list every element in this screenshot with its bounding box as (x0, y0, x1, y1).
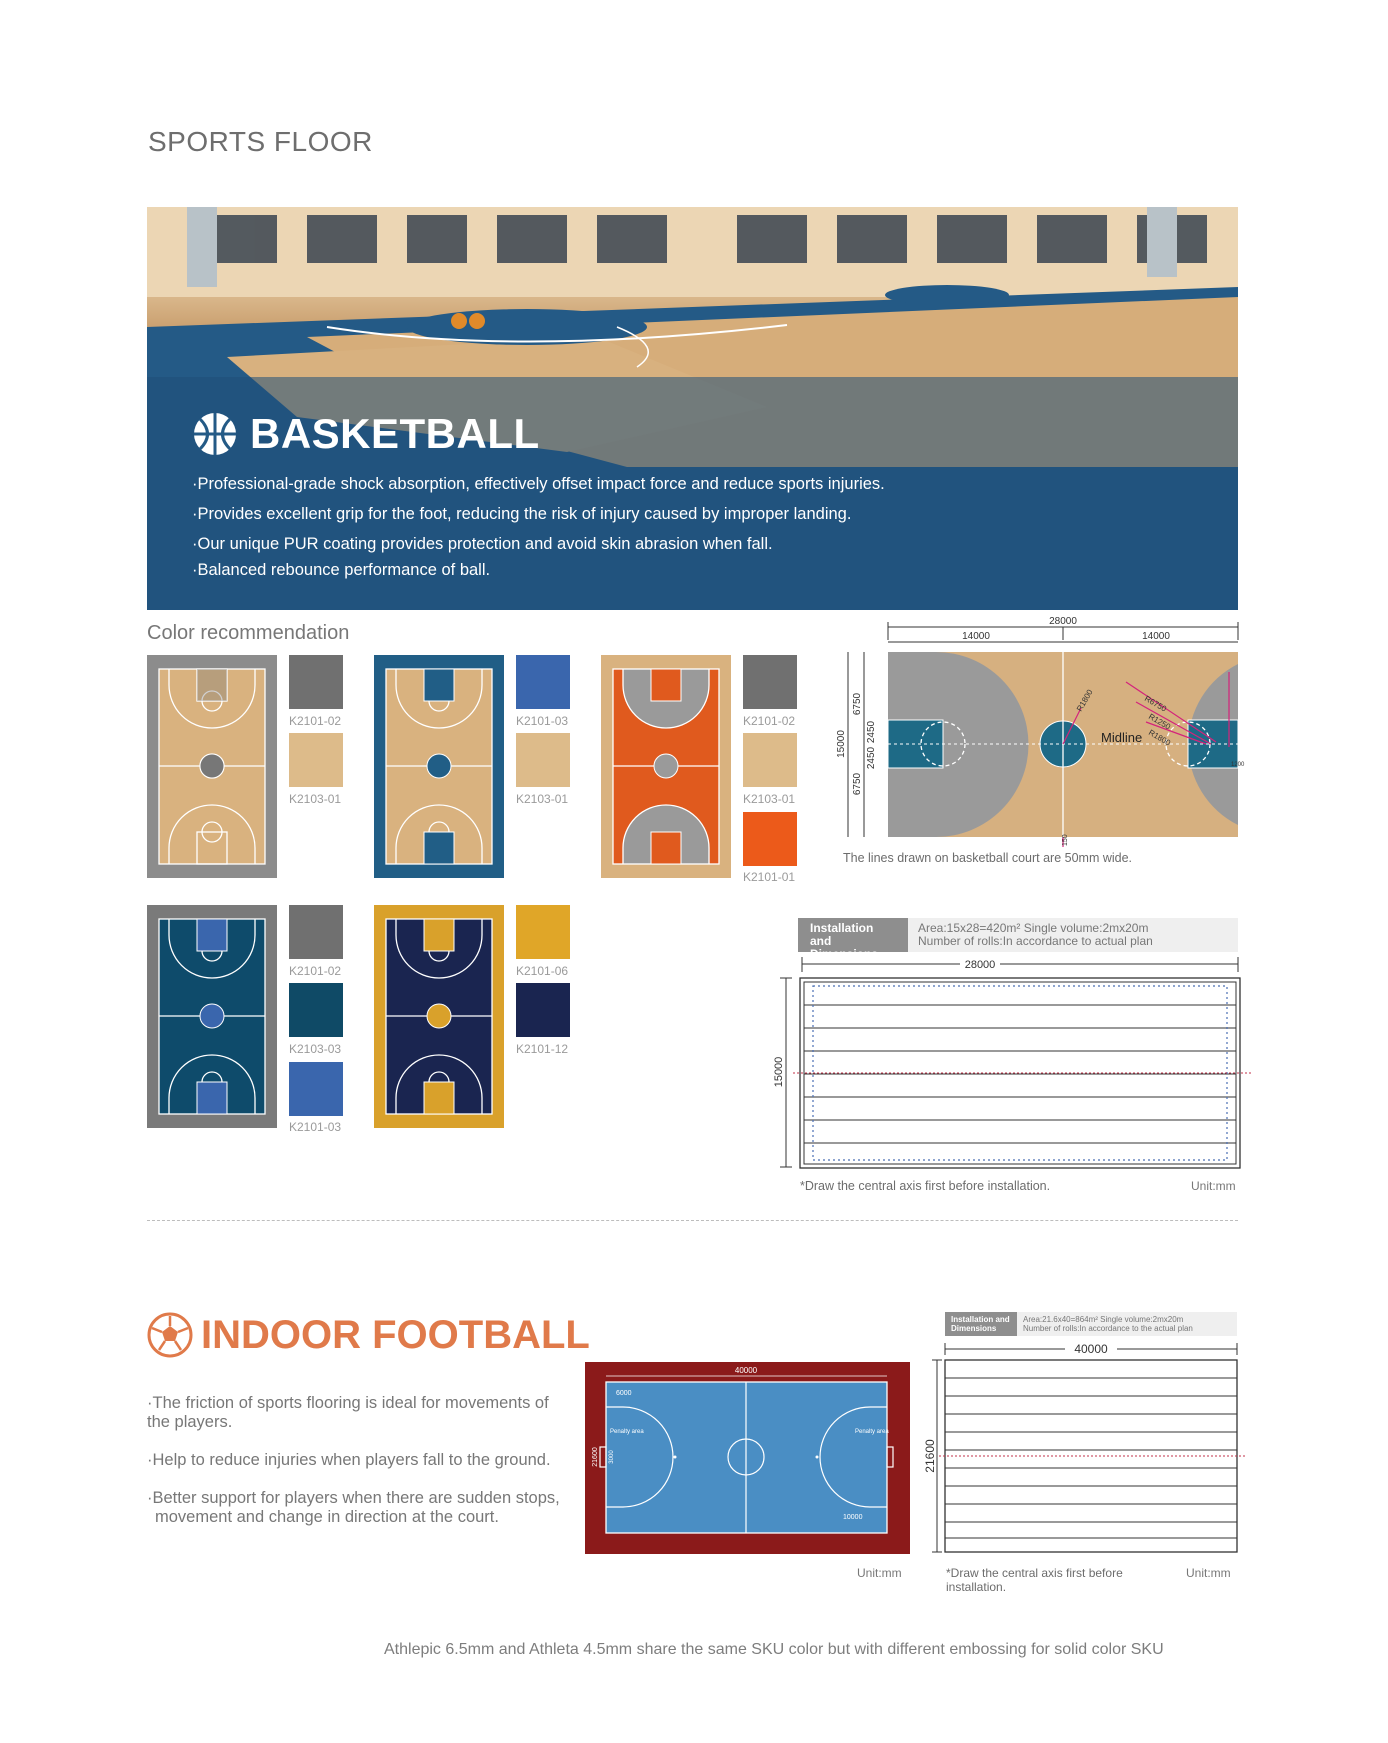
install-area: Area:15x28=420m² Single volume:2mx20m (918, 921, 1149, 935)
football-install-plan (925, 1340, 1250, 1555)
football-title-text: INDOOR FOOTBALL (201, 1312, 590, 1357)
swatch (289, 905, 343, 959)
install-label: Installation and Dimensions (798, 918, 908, 952)
dim-r6750: R6750 (1143, 693, 1168, 714)
basketball-icon (192, 411, 238, 457)
dim-2450-top: 2450 (866, 720, 877, 744)
swatch-code: K2101-02 (289, 714, 342, 728)
basketball-title-text: BASKETBALL (250, 410, 540, 457)
dim-r1250: R1250 (1147, 711, 1172, 732)
dim-width: 15000 (836, 730, 847, 758)
basketball-title (192, 410, 540, 458)
swatch-code: K2101-12 (516, 1042, 569, 1056)
dim-2450-bottom: 2450 (866, 746, 877, 770)
pitch-width: 21600 (592, 1447, 599, 1467)
court-scheme-orange (601, 655, 731, 878)
swatch (516, 733, 570, 787)
football-feature: ·Help to reduce injuries when players fall to the ground. (147, 1451, 551, 1469)
install-width: 21600 (923, 1439, 937, 1473)
basketball-feature: ·Our unique PUR coating provides protection and avoid skin abrasion when fall. (192, 535, 773, 553)
football-title (147, 1312, 590, 1358)
midline-label: Midline (1101, 730, 1143, 745)
pitch-10000: 10000 (843, 1514, 863, 1521)
dim-6750-bottom: 6750 (852, 772, 863, 796)
court-scheme-yellow-navy (374, 905, 504, 1128)
swatch (289, 655, 343, 709)
football-feature: movement and change in direction at the court. (155, 1508, 499, 1526)
swatch-code: K2101-02 (289, 964, 342, 978)
soccer-ball-icon (147, 1312, 193, 1358)
swatch-code: K2101-03 (516, 714, 569, 728)
swatch (743, 655, 797, 709)
dim-150: 150 (1062, 834, 1069, 846)
basketball-install-header (798, 918, 1238, 961)
football-feature-list (147, 1394, 572, 1546)
court-scheme-blue-wood (374, 655, 504, 878)
install-label: Installation and Dimensions (945, 1312, 1017, 1336)
basketball-hero-banner (147, 207, 1238, 610)
page-title: SPORTS FLOOR (148, 126, 373, 157)
swatch-code: K2101-02 (743, 714, 796, 728)
swatch-code: K2103-03 (289, 1042, 342, 1056)
dim-6750-top: 6750 (852, 692, 863, 716)
swatch (289, 983, 343, 1037)
dim-r1800b: R1800 (1147, 727, 1172, 748)
section-divider (147, 1220, 1238, 1221)
dim-1200: 1200 (1231, 762, 1245, 768)
basketball-feature: ·Professional-grade shock absorption, effectively offset impact force and reduce sports injuries. (192, 475, 885, 493)
install-spec (908, 918, 1238, 952)
swatch (743, 812, 797, 866)
football-pitch-diagram (585, 1362, 910, 1554)
dim-r1800: R1800 (1074, 688, 1095, 713)
sku-footnote: Athlepic 6.5mm and Athleta 4.5mm share the same SKU color but with different embossing for solid color SKU (384, 1641, 1164, 1658)
swatch (516, 905, 570, 959)
swatch (516, 983, 570, 1037)
basketball-feature: ·Provides excellent grip for the foot, reducing the risk of injury caused by improper landing. (192, 505, 852, 523)
swatch-code: K2101-06 (516, 964, 569, 978)
pitch-unit: Unit:mm (857, 1566, 902, 1580)
install-unit: Unit:mm (1186, 1566, 1231, 1580)
penalty-left: Penalty area (610, 1429, 644, 1435)
install-length: 28000 (964, 959, 996, 971)
swatch-code: K2101-01 (743, 870, 796, 884)
install-spec (1017, 1312, 1237, 1336)
dim-total: 28000 (1049, 616, 1077, 627)
swatch (516, 655, 570, 709)
color-recommendation-label: Color recommendation (147, 622, 350, 644)
basketball-install-plan (768, 952, 1258, 1172)
football-feature: ·Better support for players when there are sudden stops, (147, 1489, 560, 1507)
install-rolls: Number of rolls:In accordance to actual plan (918, 934, 1153, 948)
install-area: Area:21.6x40=864m² Single volume:2mx20m (1023, 1315, 1184, 1324)
swatch-code: K2101-03 (289, 1120, 342, 1134)
pitch-length: 40000 (734, 1366, 758, 1375)
install-note: *Draw the central axis first before installation. (946, 1566, 1123, 1594)
football-install-header (945, 1312, 1237, 1336)
swatch-code: K2103-01 (516, 792, 569, 806)
install-unit: Unit:mm (1191, 1179, 1236, 1193)
penalty-right: Penalty area (855, 1429, 889, 1435)
swatch-code: K2103-01 (289, 792, 342, 806)
swatch (289, 733, 343, 787)
swatch-code: K2103-01 (743, 792, 796, 806)
basketball-feature-list (192, 469, 885, 585)
basketball-feature: ·Balanced rebounce performance of ball. (192, 561, 491, 579)
dim-half-left: 14000 (962, 631, 990, 642)
court-scheme-gray-teal (147, 905, 277, 1128)
pitch-6000: 6000 (616, 1390, 632, 1397)
dim-half-right: 14000 (1142, 631, 1170, 642)
pitch-3000: 3000 (609, 1450, 615, 1464)
swatch (289, 1062, 343, 1116)
install-width: 15000 (773, 1056, 785, 1088)
basketball-court-diagram (826, 612, 1245, 847)
install-rolls: Number of rolls:In accordance to the actual plan (1023, 1324, 1193, 1333)
court-caption: The lines drawn on basketball court are 50mm wide. (843, 851, 1133, 865)
swatch (743, 733, 797, 787)
install-note: *Draw the central axis first before installation. (800, 1179, 1051, 1193)
football-feature: ·The friction of sports flooring is ideal for movements of the players. (147, 1394, 549, 1431)
court-scheme-gray-wood (147, 655, 277, 878)
install-length: 40000 (1074, 1342, 1108, 1356)
